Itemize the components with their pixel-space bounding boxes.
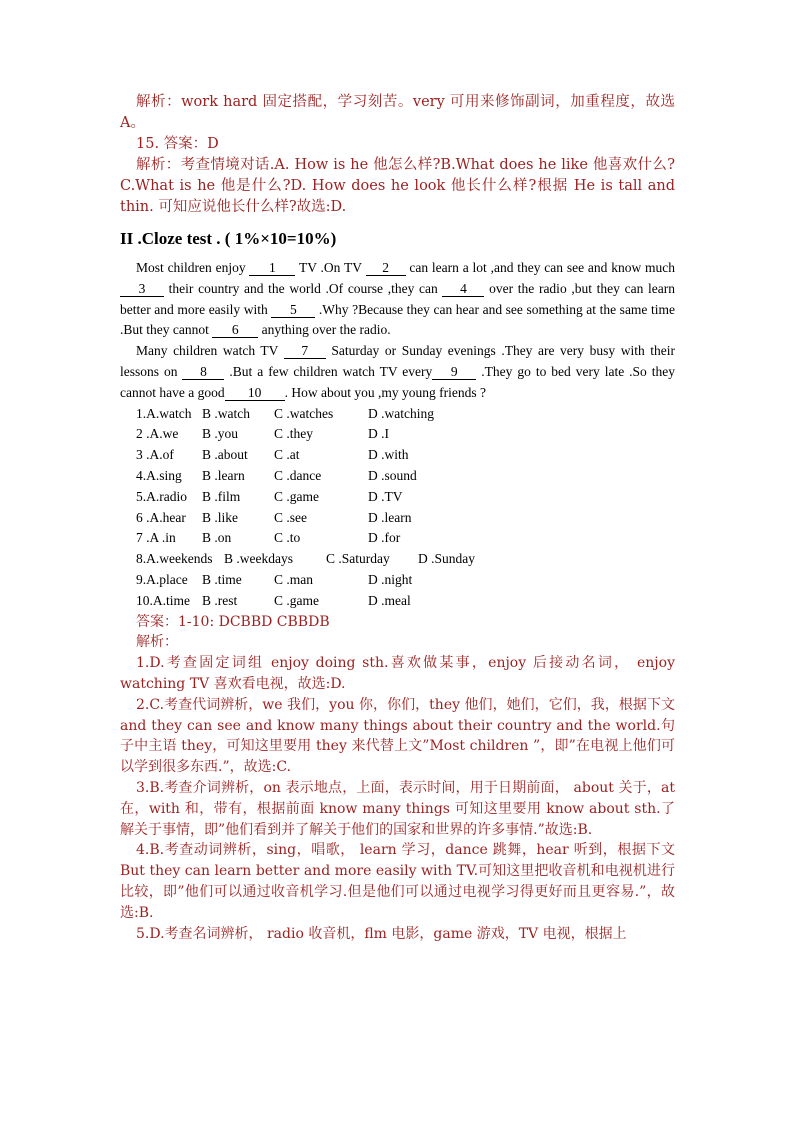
blank-7: 7 bbox=[284, 343, 326, 359]
options-row-2: 2 .A.we B .you C .they D .I bbox=[136, 426, 389, 442]
explanation-5: 5.D.考查名词辨析， radio 收音机，flm 电影，game 游戏，TV 电视，根据上 bbox=[136, 925, 627, 942]
passage-paragraph-1: Most children enjoy 1 TV .On TV 2 can learn a lot ,and they can see and know much 3 their country and the world .Of course ,they can 4 over the radio ,but they can learn better and more easily with 5 .Why ?Because they can hear and see something at the same time .But they cannot 6 anything over the radio. bbox=[120, 260, 676, 338]
options-row-9: 9.A.place B .time C .man D .night bbox=[136, 571, 413, 587]
explanation-3: 3.B.考查介词辨析，on 表示地点，上面，表示时间，用于日期前面， about 关于，at 在，with 和，带有，根据前面 know many things 可知这里要用 know about sth.了解关于事情，即”他们看到并了解关于他们的国家和世界的许多事情.”故选:B. bbox=[120, 779, 675, 838]
blank-9: 9 bbox=[432, 364, 476, 380]
options-row-1: 1.A.watch B .watch C .watches D .watching bbox=[136, 405, 434, 421]
options-list bbox=[136, 404, 675, 612]
blank-3: 3 bbox=[120, 281, 164, 297]
explanation-2: 2.C.考查代词辨析，we 我们，you 你，你们，they 他们，她们，它们，我，根据下文 and they can see and know many things about their country and the world.句子中主语 they，可知这里要用 they 来代替上文”Most children ”，即”在电视上他们可以学到很多东西.”，故选:C. bbox=[120, 696, 675, 776]
explanation-15: 解析：考查情境对话.A. How is he 他怎么样?B.What does he like 他喜欢什么?C.What is he 他是什么?D. How does he look 他长什么样?根据 He is tall and thin. 可知应说他长什么样?故选:D. bbox=[120, 157, 675, 215]
options-row-8: 8.A.weekends B .weekdays C .Saturday D .Sunday bbox=[136, 551, 475, 567]
page-content bbox=[120, 92, 675, 944]
section-title: II .Cloze test . ( 1%×10=10%) bbox=[120, 229, 337, 248]
answer-15: 15. 答案：D bbox=[136, 136, 219, 152]
options-row-7: 7 .A .in B .on C .to D .for bbox=[136, 530, 401, 546]
options-row-6: 6 .A.hear B .like C .see D .learn bbox=[136, 509, 412, 525]
options-row-5: 5.A.radio B .film C .game D .TV bbox=[136, 488, 403, 504]
blank-2: 2 bbox=[366, 260, 406, 276]
options-row-4: 4.A.sing B .learn C .dance D .sound bbox=[136, 467, 417, 483]
blank-4: 4 bbox=[442, 281, 484, 297]
explanation-14: 解析：work hard 固定搭配，学习刻苦。very 可用来修饰副词，加重程度，故选 A。 bbox=[120, 94, 675, 131]
options-row-3: 3 .A.of B .about C .at D .with bbox=[136, 447, 409, 463]
explanation-1: 1.D.考查固定词组 enjoy doing sth.喜欢做某事，enjoy 后接动名词， enjoy watching TV 喜欢看电视，故选:D. bbox=[120, 655, 675, 692]
blank-5: 5 bbox=[271, 302, 315, 318]
options-row-10: 10.A.time B .rest C .game D .meal bbox=[136, 592, 411, 608]
blank-1: 1 bbox=[249, 260, 295, 276]
explanation-4: 4.B.考查动词辨析，sing，唱歌， learn 学习，dance 跳舞，hear 听到，根据下文 But they can learn better and more easily with TV.可知这里把收音机和电视机进行比较，即”他们可以通过收音机学习.但是他们可以通过电视学习得更好而且更容易.”，故选:B. bbox=[120, 842, 675, 921]
passage-paragraph-2: Many children watch TV 7 Saturday or Sunday evenings .They are very busy with their lessons on 8 .But a few children watch TV every 9 .They go to bed very late .So they cannot have a good 10 . How about you ,my young friends ? bbox=[120, 343, 675, 400]
blank-8: 8 bbox=[182, 364, 224, 380]
blank-10: 10 bbox=[225, 385, 285, 401]
analysis-label: 解析： bbox=[136, 634, 178, 651]
blank-6: 6 bbox=[212, 322, 258, 338]
answers-line: 答案：1-10: DCBBD CBBDB bbox=[136, 613, 330, 630]
